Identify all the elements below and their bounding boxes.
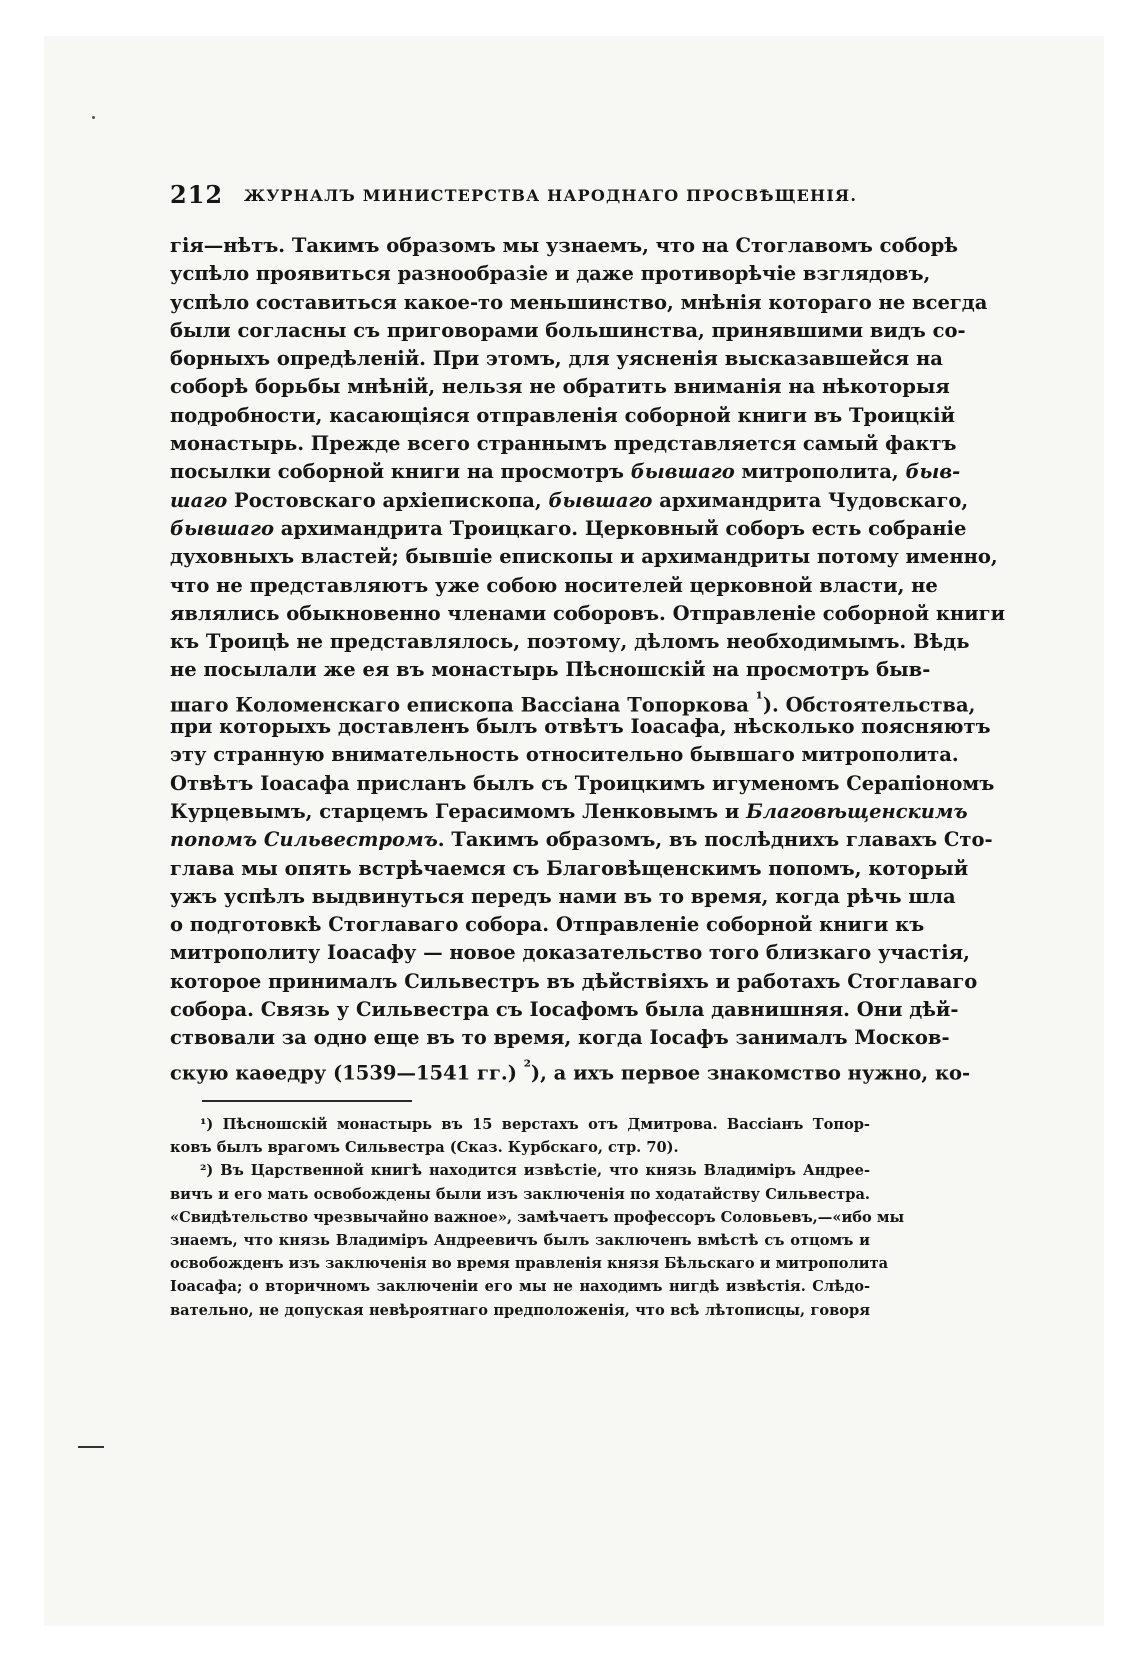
footnote-ref: ¹ bbox=[755, 688, 763, 708]
footnote-line: ²) Въ Царственной книгѣ находится извѣстіе, что князь Владиміръ Андрее- bbox=[200, 1162, 870, 1180]
footnote-line: вичъ и его мать освобождены были изъ заключенія по ходатайству Сильвестра. bbox=[170, 1185, 870, 1203]
text-line: не посылали же ея въ монастырь Пѣсношскій на просмотръ быв- bbox=[170, 658, 931, 682]
footnote-line: знаемъ, что князь Владиміръ Андреевичъ былъ заключенъ вмѣстѣ съ отцомъ и bbox=[170, 1231, 870, 1249]
text-line: монастырь. Прежде всего страннымъ представляется самый фактъ bbox=[170, 432, 957, 456]
footnote-ref: ² bbox=[523, 1056, 531, 1076]
text-line bbox=[170, 458, 961, 486]
text-segment: шаго Коломенскаго епископа Вассіана Топоркова bbox=[170, 693, 756, 717]
text-line bbox=[170, 685, 976, 717]
text-line: были согласны съ приговорами большинства, принявшими видъ со- bbox=[170, 318, 966, 342]
text-line: гія—нѣтъ. Такимъ образомъ мы узнаемъ, что на Стоглавомъ соборѣ bbox=[170, 234, 958, 257]
text-line: которое принималъ Сильвестръ въ дѣйствіяхъ и работахъ Стоглаваго bbox=[170, 969, 978, 993]
text-line: митрополиту Іоасафу — новое доказательство того близкаго участія, bbox=[170, 941, 970, 965]
text-segment: архимандрита Чудовскаго, bbox=[652, 488, 969, 512]
scan-speck bbox=[92, 116, 95, 119]
italic-segment: быв- bbox=[905, 460, 961, 484]
italic-segment: попомъ Сильвестромъ bbox=[170, 828, 438, 852]
text-segment: Ростовскаго архіепископа, bbox=[227, 488, 549, 512]
page-header bbox=[170, 180, 870, 220]
italic-segment: шаго bbox=[170, 488, 228, 512]
text-segment: посылки соборной книги на просмотръ bbox=[170, 460, 631, 484]
italic-segment: Благовѣщенскимъ bbox=[746, 799, 968, 823]
running-title: ЖУРНАЛЪ МИНИСТЕРСТВА НАРОДНАГО ПРОСВѢЩЕНІЯ. bbox=[244, 186, 858, 205]
footnotes bbox=[170, 1113, 905, 1322]
page-number: 212 bbox=[170, 180, 224, 209]
footnote-line: освобожденъ изъ заключенія во время правленія князя Бѣльскаго и митрополита bbox=[170, 1255, 889, 1273]
text-line bbox=[170, 798, 968, 826]
text-line: успѣло проявиться разнообразіе и даже противорѣчіе взглядовъ, bbox=[170, 262, 931, 286]
text-segment: архимандрита Троицкаго. Церковный соборъ есть собраніе bbox=[273, 516, 967, 540]
text-line: духовныхъ властей; бывшіе епископы и архимандриты потому именно, bbox=[170, 545, 998, 569]
text-segment: ). Обстоятельства, bbox=[762, 693, 976, 717]
text-line: что не представляютъ уже собою носителей церковной власти, не bbox=[170, 573, 938, 597]
text-line bbox=[170, 1053, 971, 1085]
text-segment: Курцевымъ, старцемъ Герасимомъ Ленковымъ и bbox=[170, 799, 747, 823]
text-line: подробности, касающіяся отправленія соборной книги въ Троицкій bbox=[170, 403, 955, 427]
italic-segment: бывшаго bbox=[548, 488, 653, 512]
text-line bbox=[170, 487, 969, 515]
text-line: къ Троицѣ не представлялось, поэтому, дѣломъ необходимымъ. Вѣдь bbox=[170, 630, 970, 654]
text-line: глава мы опять встрѣчаемся съ Благовѣщенскимъ попомъ, который bbox=[170, 856, 969, 880]
text-line bbox=[170, 826, 993, 854]
text-segment: ), а ихъ первое знакомство нужно, ко- bbox=[530, 1061, 971, 1085]
text-line: ужъ успѣлъ выдвинуться передъ нами въ то время, когда рѣчь шла bbox=[170, 884, 956, 908]
margin-mark bbox=[78, 1446, 104, 1448]
text-segment: скую каѳедру (1539—1541 гг.) bbox=[170, 1061, 524, 1085]
text-line: успѣло составиться какое-то меньшинство, мнѣнія котораго не всегда bbox=[170, 290, 988, 314]
footnote-line: «Свидѣтельство чрезвычайно важное», замѣчаетъ профессоръ Соловьевъ,—«ибо мы bbox=[170, 1208, 905, 1226]
text-line bbox=[170, 515, 967, 543]
text-line: собора. Связь у Сильвестра съ Іосафомъ была давнишняя. Они дѣй- bbox=[170, 998, 959, 1022]
footnote-divider bbox=[202, 1100, 412, 1102]
text-line: о подготовкѣ Стоглаваго собора. Отправленіе соборной книги къ bbox=[170, 913, 925, 937]
text-line: ствовали за одно еще въ то время, когда Іосафъ занималъ Москов- bbox=[170, 1026, 950, 1050]
body-text bbox=[170, 232, 1006, 1085]
text-line: Отвѣтъ Іоасафа присланъ былъ съ Троицкимъ игуменомъ Серапіономъ bbox=[170, 771, 995, 795]
text-line: соборѣ борьбы мнѣній, нельзя не обратить вниманія на нѣкоторыя bbox=[170, 375, 950, 399]
text-line: эту странную внимательность относительно бывшаго митрополита. bbox=[170, 743, 959, 767]
text-line: являлись обыкновенно членами соборовъ. Отправленіе соборной книги bbox=[170, 601, 1006, 625]
text-segment: митрополита, bbox=[734, 460, 906, 484]
footnote-line: Іоасафа; о вторичномъ заключеніи его мы не находимъ нигдѣ извѣстія. Слѣдо- bbox=[170, 1278, 870, 1296]
footnote-line: вательно, не допуская невѣроятнаго предположенія, что всѣ лѣтописцы, говоря bbox=[170, 1301, 870, 1319]
text-line: при которыхъ доставленъ былъ отвѣтъ Іоасафа, нѣсколько поясняютъ bbox=[170, 715, 991, 739]
footnote-line: ¹) Пѣсношскій монастырь въ 15 верстахъ отъ Дмитрова. Вассіанъ Топор- bbox=[200, 1116, 870, 1133]
italic-segment: бывшаго bbox=[170, 516, 274, 540]
text-line: борныхъ опредѣленій. При этомъ, для уясненія высказавшейся на bbox=[170, 347, 943, 371]
footnote-line: ковъ былъ врагомъ Сильвестра (Сказ. Курбскаго, стр. 70). bbox=[170, 1139, 679, 1157]
italic-segment: бывшаго bbox=[630, 460, 735, 484]
text-segment: . Такимъ образомъ, въ послѣднихъ главахъ Сто- bbox=[437, 828, 993, 852]
